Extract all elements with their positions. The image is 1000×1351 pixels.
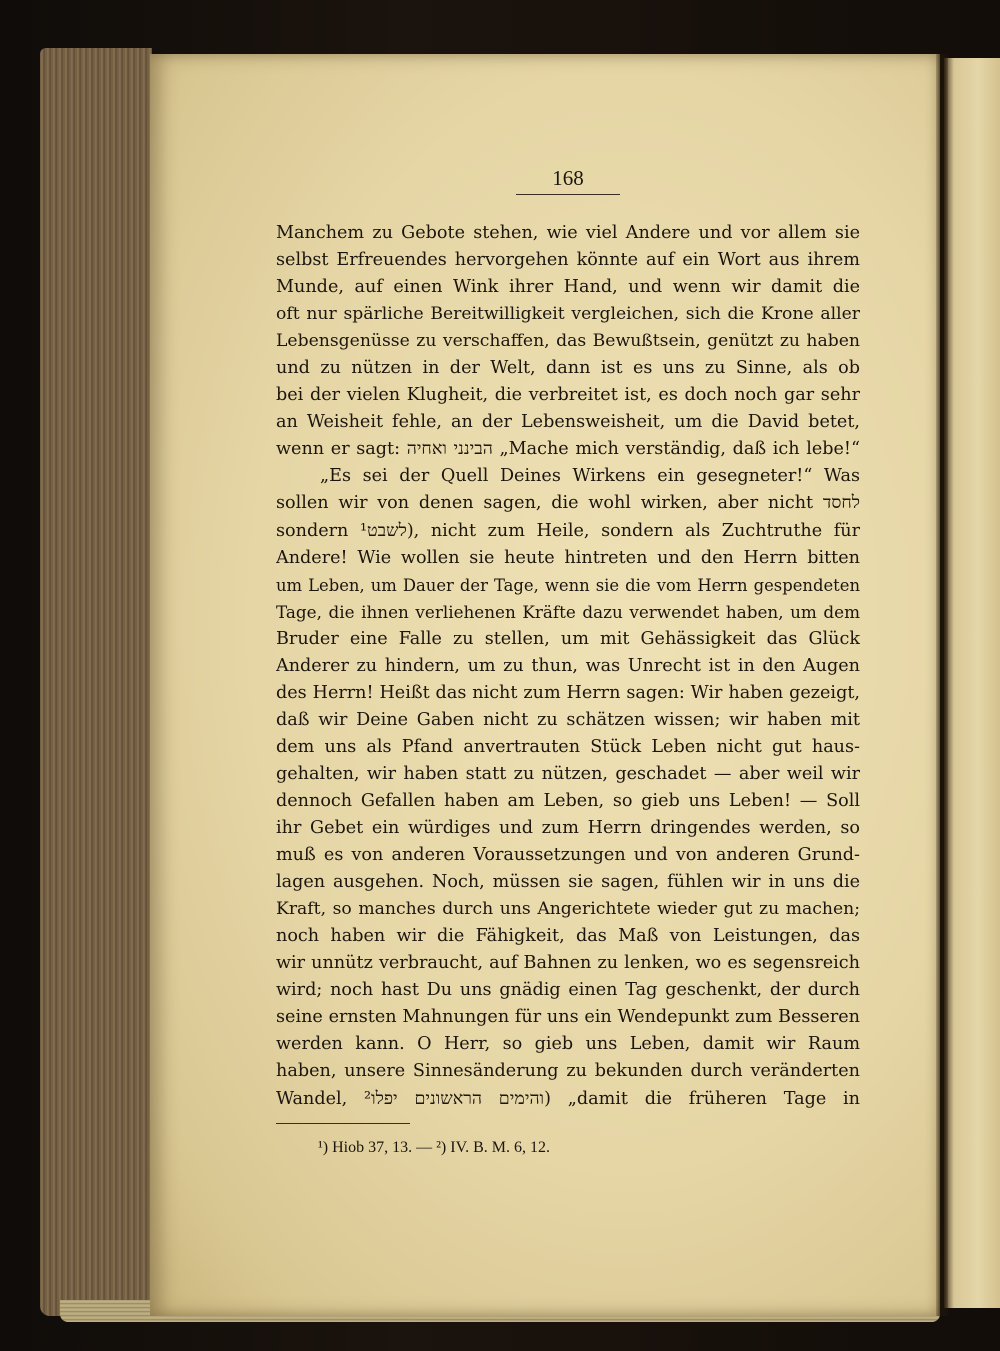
- text-line: Andere! Wie wollen sie heute hintreten und den Herrn bitten: [276, 547, 860, 568]
- text-line: ihr Gebet ein würdiges und zum Herrn dringendes werden, so: [276, 818, 860, 839]
- text-line: selbst Erfreuendes hervorgehen könnte auf ein Wort aus ihrem: [276, 250, 860, 271]
- text-line: wird; noch hast Du uns gnädig einen Tag geschenkt, der durch: [276, 980, 860, 1001]
- spine-gutter: [936, 54, 948, 1316]
- text-line: noch haben wir die Fähigkeit, das Maß von Leistungen, das: [276, 926, 860, 947]
- text-line: Munde, auf einen Wink ihrer Hand, und wenn wir damit die: [276, 277, 860, 298]
- footnote-rule: [276, 1123, 410, 1124]
- text-line: Anderer zu hindern, um zu thun, was Unrecht ist in den Augen: [276, 655, 860, 676]
- text-line: Tage, die ihnen verliehenen Kräfte dazu verwendet haben, um dem: [276, 601, 860, 622]
- text-line: wir unnütz verbraucht, auf Bahnen zu lenken, wo es segensreich: [276, 953, 860, 974]
- text-line: bei der vielen Klugheit, die verbreitet ist, es doch noch gar sehr: [276, 385, 860, 406]
- text-line: seine ernsten Mahnungen für uns ein Wendepunkt zum Besseren: [276, 1007, 860, 1028]
- text-line: Bruder eine Falle zu stellen, um mit Gehässigkeit das Glück: [276, 628, 860, 649]
- page-number-rule: [516, 194, 620, 195]
- text-line: Wandel, והימים הראשונים יפלו²) „damit die früheren Tage in: [276, 1088, 860, 1109]
- text-line: lagen ausgehen. Noch, müssen sie sagen, fühlen wir in uns die: [276, 872, 860, 893]
- text-line: muß es von anderen Voraussetzungen und von anderen Grund-: [276, 845, 860, 866]
- page-number: 168: [552, 166, 584, 190]
- body-text: [276, 220, 860, 1113]
- text-line: oft nur spärliche Bereitwilligkeit vergleichen, sich die Krone aller: [276, 304, 860, 325]
- text-line: sondern לשבט¹), nicht zum Heile, sondern als Zuchtruthe für: [276, 520, 860, 541]
- text-line: werden kann. O Herr, so gieb uns Leben, damit wir Raum: [276, 1034, 860, 1055]
- facing-page: [944, 58, 1000, 1308]
- text-line: dennoch Gefallen haben am Leben, so gieb uns Leben! — Soll: [276, 790, 860, 811]
- text-line: haben, unsere Sinnesänderung zu bekunden durch veränderten: [276, 1061, 860, 1082]
- text-line: Kraft, so manches durch uns Angerichtete wieder gut zu machen;: [276, 899, 860, 920]
- text-line: Manchem zu Gebote stehen, wie viel Andere und vor allem sie: [276, 223, 860, 243]
- text-line: des Herrn! Heißt das nicht zum Herrn sagen: Wir haben gezeigt,: [276, 682, 860, 703]
- text-line: „Es sei der Quell Deines Wirkens ein gesegneter!“ Was: [320, 466, 860, 487]
- text-line: um Leben, um Dauer der Tage, wenn sie die vom Herrn gespendeten: [276, 575, 860, 595]
- text-line: gehalten, wir haben statt zu nützen, geschadet — aber weil wir: [276, 763, 860, 784]
- text-line: dem uns als Pfand anvertrauten Stück Leben nicht gut haus-: [276, 736, 860, 757]
- text-line: an Weisheit fehle, an der Lebensweisheit, um die David betet,: [276, 412, 860, 433]
- text-line: sollen wir von denen sagen, die wohl wirken, aber nicht לחסד: [276, 493, 860, 514]
- text-line: und zu nützen in der Welt, dann ist es uns zu Sinne, als ob: [276, 358, 860, 379]
- text-line: Lebensgenüsse zu verschaffen, das Bewußtsein, genützt zu haben: [276, 331, 860, 352]
- text-line: wenn er sagt: הבינני ואחיה „Mache mich verständig, daß ich lebe!“: [276, 439, 860, 460]
- page-edges-left: [40, 48, 152, 1316]
- footnote: ¹) Hiob 37, 13. — ²) IV. B. M. 6, 12.: [318, 1139, 550, 1156]
- text-line: daß wir Deine Gaben nicht zu schätzen wissen; wir haben mit: [276, 709, 860, 730]
